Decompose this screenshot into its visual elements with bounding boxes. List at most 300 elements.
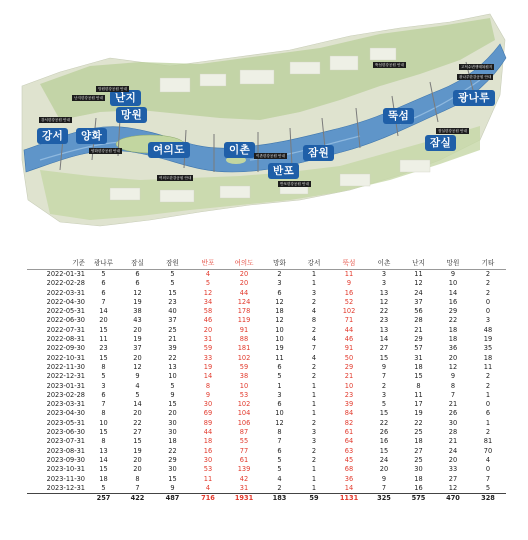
row-date-cell: 2023-09-30	[46, 455, 85, 464]
table-cell: 15	[99, 465, 108, 474]
table-cell: 7	[381, 372, 387, 381]
table-cell: 30	[168, 428, 177, 437]
row-date-cell: 2023-05-31	[46, 418, 85, 427]
table-cell: 20	[379, 465, 389, 474]
map-illustration	[0, 0, 528, 250]
table-cell: 20	[133, 325, 142, 334]
table-cell: 23	[379, 316, 389, 325]
table-totals-row	[27, 494, 506, 504]
table-cell: 87	[239, 428, 249, 437]
table-cell: 18	[99, 474, 108, 483]
row-date-cell: 2022-01-31	[46, 270, 85, 278]
table-cell: 15	[99, 325, 108, 334]
park-label-jamwon[interactable]: 잠원	[303, 145, 334, 161]
table-row	[27, 307, 506, 316]
column-header: 이촌	[367, 259, 401, 270]
column-header: 여의도	[226, 259, 262, 270]
table-row	[27, 456, 506, 465]
table-cell: 29	[344, 362, 354, 371]
table-cell: 18	[448, 335, 458, 344]
table-cell: 82	[344, 418, 354, 427]
column-header: 강서	[297, 259, 331, 270]
table-cell: 25	[414, 428, 423, 437]
table-cell: 14	[133, 400, 142, 409]
column-header: 잠원	[155, 259, 190, 270]
park-label-ttukseom[interactable]: 뚝섬	[383, 108, 414, 124]
total-cell: 575	[401, 494, 436, 504]
table-cell: 8	[416, 381, 421, 390]
table-cell: 0	[485, 465, 491, 474]
table-cell: 14	[99, 455, 108, 464]
table-cell: 38	[133, 307, 142, 316]
table-cell: 21	[344, 372, 354, 381]
table-cell: 53	[239, 390, 249, 399]
table-cell: 45	[344, 455, 354, 464]
table-cell: 22	[168, 446, 177, 455]
table-cell: 3	[381, 390, 387, 399]
table-cell: 5	[101, 270, 106, 278]
table-row	[27, 335, 506, 344]
table-cell: 15	[379, 409, 389, 418]
table-cell: 56	[414, 307, 423, 316]
row-date-cell: 2023-01-31	[46, 381, 85, 390]
table-cell: 31	[414, 353, 423, 362]
table-cell: 2	[485, 270, 491, 278]
table-cell: 20	[99, 316, 108, 325]
table-cell: 7	[450, 390, 456, 399]
table-cell: 18	[414, 437, 423, 446]
table-cell: 20	[133, 455, 142, 464]
table-cell: 19	[275, 344, 284, 353]
table-cell: 2	[311, 455, 317, 464]
total-cell: 1131	[331, 494, 367, 504]
column-header: 광나루	[87, 259, 120, 270]
total-cell: 59	[297, 494, 331, 504]
table-cell: 22	[379, 307, 389, 316]
table-cell: 18	[414, 362, 423, 371]
table-cell: 25	[168, 325, 177, 334]
table-cell: 2	[485, 428, 491, 437]
table-cell: 71	[344, 316, 354, 325]
table-cell: 106	[237, 418, 251, 427]
table-cell: 2	[311, 372, 317, 381]
table-cell: 12	[448, 483, 458, 492]
total-cell: 487	[155, 494, 190, 504]
row-date-cell: 2022-08-31	[46, 335, 85, 344]
table-cell: 22	[133, 418, 142, 427]
table-row	[27, 419, 506, 428]
row-date-cell: 2023-03-31	[46, 400, 85, 409]
table-cell: 23	[344, 390, 354, 399]
table-cell: 20	[133, 409, 142, 418]
table-cell: 69	[203, 409, 213, 418]
table-cell: 102	[237, 353, 251, 362]
table-cell: 39	[168, 344, 177, 353]
table-cell: 30	[448, 418, 458, 427]
table-cell: 33	[203, 353, 213, 362]
table-cell: 15	[414, 372, 423, 381]
table-cell: 1	[277, 381, 282, 390]
table-cell: 102	[342, 307, 356, 316]
table-cell: 9	[135, 372, 140, 381]
table-cell: 1	[311, 390, 317, 399]
table-cell: 8	[101, 362, 106, 371]
table-cell: 11	[99, 335, 108, 344]
table-cell: 1	[311, 279, 317, 288]
row-date-cell: 2022-10-31	[46, 353, 85, 362]
table-cell: 10	[239, 381, 249, 390]
table-row	[27, 475, 506, 484]
total-cell: 1931	[226, 494, 262, 504]
table-cell: 35	[483, 344, 493, 353]
table-cell: 3	[311, 288, 317, 297]
row-date-cell: 2022-06-30	[46, 316, 85, 325]
table-cell: 18	[414, 474, 423, 483]
table-cell: 30	[203, 400, 213, 409]
table-cell: 5	[277, 465, 282, 474]
table-cell: 13	[99, 446, 108, 455]
table-cell: 24	[379, 455, 389, 464]
table-cell: 0	[485, 297, 491, 306]
table-cell: 2	[277, 270, 282, 278]
table-cell: 15	[99, 428, 108, 437]
table-cell: 1	[311, 270, 317, 278]
table-row	[27, 484, 506, 494]
table-row	[27, 372, 506, 381]
table-cell: 2	[485, 288, 491, 297]
row-date-cell: 2022-12-31	[46, 372, 85, 381]
table-cell: 14	[379, 335, 389, 344]
table-cell: 24	[448, 446, 458, 455]
table-cell: 18	[203, 437, 213, 446]
table-row	[27, 428, 506, 437]
park-label-yeouido[interactable]: 여의도	[148, 142, 190, 158]
total-cell: 183	[262, 494, 297, 504]
table-cell: 20	[133, 353, 142, 362]
table-cell: 1	[311, 474, 317, 483]
table-cell: 18	[168, 437, 177, 446]
table-cell: 12	[414, 279, 423, 288]
table-row	[27, 298, 506, 307]
table-cell: 6	[277, 400, 282, 409]
table-cell: 7	[485, 474, 491, 483]
total-cell: 716	[190, 494, 226, 504]
table-row	[27, 400, 506, 409]
table-cell: 59	[239, 362, 249, 371]
table-cell: 2	[311, 446, 317, 455]
table-cell: 7	[381, 483, 387, 492]
table-cell: 91	[239, 325, 249, 334]
table-cell: 81	[483, 437, 493, 446]
table-cell: 11	[203, 474, 213, 483]
table-cell: 91	[344, 344, 354, 353]
column-header: 기타	[470, 259, 506, 270]
table-cell: 18	[275, 307, 284, 316]
table-cell: 40	[168, 307, 177, 316]
table-cell: 2	[311, 297, 317, 306]
table-cell: 10	[448, 279, 458, 288]
table-cell: 9	[381, 474, 387, 483]
table-cell: 4	[311, 307, 317, 316]
table-cell: 16	[344, 288, 354, 297]
table-cell: 7	[101, 297, 106, 306]
park-label-yanghwa[interactable]: 양화	[76, 128, 107, 144]
table-cell: 17	[414, 400, 423, 409]
table-cell: 37	[133, 344, 142, 353]
table-cell: 21	[414, 325, 423, 334]
table-cell: 21	[448, 437, 458, 446]
table-cell: 20	[203, 325, 213, 334]
map-info-tag: 여의도한강공원 안내	[159, 175, 192, 180]
column-header: 난지	[401, 259, 436, 270]
row-date-cell: 2023-06-30	[46, 428, 85, 437]
table-cell: 8	[205, 381, 211, 390]
table-cell: 9	[381, 362, 387, 371]
table-cell: 12	[203, 288, 213, 297]
park-label-mangwon[interactable]: 망원	[116, 107, 147, 123]
table-cell: 10	[275, 335, 284, 344]
park-label-jamsil[interactable]: 잠실	[425, 135, 456, 151]
table-cell: 6	[135, 270, 140, 278]
park-label-gangseo[interactable]: 강서	[37, 128, 68, 144]
table-cell: 1	[311, 465, 317, 474]
table-cell: 5	[485, 483, 491, 492]
table-cell: 26	[448, 409, 458, 418]
table-cell: 36	[448, 344, 458, 353]
table-cell: 8	[101, 409, 106, 418]
table-cell: 3	[101, 381, 106, 390]
table-cell: 28	[414, 316, 423, 325]
table-cell: 46	[203, 316, 213, 325]
table-cell: 12	[379, 297, 389, 306]
table-cell: 119	[237, 316, 251, 325]
table-cell: 1	[311, 409, 317, 418]
map-info-tag: 양화한강공원 안내	[91, 148, 120, 153]
table-cell: 6	[277, 446, 282, 455]
table-cell: 6	[101, 279, 106, 288]
table-cell: 33	[448, 465, 458, 474]
table-cell: 1	[485, 418, 491, 427]
table-cell: 52	[344, 297, 354, 306]
table-row	[27, 437, 506, 446]
table-cell: 44	[203, 428, 213, 437]
total-cell: 470	[436, 494, 470, 504]
table-cell: 70	[483, 446, 493, 455]
table-cell: 37	[168, 316, 177, 325]
table-cell: 30	[168, 418, 177, 427]
map-info-tag: 망원한강공원 안내	[98, 86, 127, 91]
table-cell: 15	[379, 446, 389, 455]
map-info-tag: 잠실한강공원 안내	[438, 128, 467, 133]
table-cell: 31	[239, 483, 249, 492]
table-cell: 4	[277, 474, 282, 483]
table-cell: 20	[168, 409, 177, 418]
total-cell: 328	[470, 494, 506, 504]
table-row	[27, 447, 506, 456]
table-cell: 84	[344, 409, 354, 418]
table-cell: 15	[379, 353, 389, 362]
row-date-cell: 2022-09-30	[46, 344, 85, 353]
table-cell: 104	[237, 409, 251, 418]
table-cell: 23	[99, 344, 108, 353]
table-cell: 5	[135, 390, 140, 399]
table-cell: 15	[133, 437, 142, 446]
table-cell: 22	[379, 418, 389, 427]
table-cell: 28	[448, 428, 458, 437]
table-cell: 27	[448, 474, 458, 483]
table-cell: 11	[414, 270, 423, 278]
table-cell: 6	[485, 409, 491, 418]
table-cell: 43	[133, 316, 142, 325]
table-cell: 3	[311, 428, 317, 437]
table-cell: 14	[203, 372, 213, 381]
table-row	[27, 382, 506, 391]
row-date-cell: 2023-10-31	[46, 465, 85, 474]
row-date-cell: 2022-04-30	[46, 297, 85, 306]
table-cell: 15	[99, 353, 108, 362]
table-cell: 10	[275, 325, 284, 334]
table-cell: 88	[239, 335, 249, 344]
table-cell: 58	[203, 307, 213, 316]
table-cell: 14	[344, 483, 354, 492]
table-cell: 30	[414, 465, 423, 474]
table-cell: 14	[99, 307, 108, 316]
table-cell: 7	[311, 344, 317, 353]
table-cell: 9	[346, 279, 352, 288]
column-header: 망화	[262, 259, 297, 270]
table-cell: 29	[448, 307, 458, 316]
table-row	[27, 279, 506, 288]
table-row	[27, 344, 506, 353]
table-cell: 4	[311, 353, 317, 362]
table-cell: 61	[239, 455, 249, 464]
table-cell: 178	[237, 307, 251, 316]
table-cell: 38	[239, 372, 249, 381]
table-row	[27, 289, 506, 298]
table-cell: 7	[277, 437, 282, 446]
map-info-tag: 반포한강공원 안내	[280, 181, 309, 186]
map-info-tag: 이촌한강공원 안내	[256, 153, 285, 158]
table-cell: 3	[311, 437, 317, 446]
table-cell: 5	[277, 372, 282, 381]
table-cell: 13	[379, 325, 389, 334]
table-cell: 27	[379, 344, 389, 353]
table-cell: 4	[205, 270, 211, 278]
table-cell: 20	[239, 279, 249, 288]
table-cell: 44	[239, 288, 249, 297]
table-cell: 34	[203, 297, 213, 306]
table-cell: 11	[344, 270, 354, 278]
table-cell: 19	[133, 446, 142, 455]
table-cell: 22	[168, 353, 177, 362]
table-cell: 5	[170, 279, 175, 288]
table-cell: 5	[170, 270, 175, 278]
table-cell: 20	[133, 465, 142, 474]
table-cell: 1	[311, 381, 317, 390]
table-cell: 5	[101, 372, 106, 381]
park-label-ichon[interactable]: 이촌	[224, 142, 255, 158]
table-cell: 36	[344, 474, 354, 483]
table-cell: 7	[101, 400, 106, 409]
table-cell: 1	[485, 390, 491, 399]
table-cell: 5	[170, 381, 175, 390]
column-header: 반포	[190, 259, 226, 270]
table-cell: 44	[344, 325, 354, 334]
table-cell: 26	[379, 428, 389, 437]
table-cell: 30	[168, 465, 177, 474]
table-cell: 3	[277, 279, 282, 288]
table-cell: 64	[344, 437, 354, 446]
table-cell: 50	[344, 353, 354, 362]
total-cell: 257	[87, 494, 120, 504]
table-cell: 16	[379, 437, 389, 446]
table-row	[27, 326, 506, 335]
table-cell: 19	[133, 335, 142, 344]
monthly-count-table	[27, 259, 506, 503]
table-cell: 6	[277, 288, 282, 297]
table-cell: 12	[133, 362, 142, 371]
table-cell: 10	[275, 409, 284, 418]
table-cell: 46	[344, 335, 354, 344]
table-cell: 9	[170, 483, 175, 492]
table-cell: 6	[101, 390, 106, 399]
table-cell: 29	[168, 455, 177, 464]
park-label-nanji[interactable]: 난지	[110, 90, 141, 106]
table-cell: 27	[414, 446, 423, 455]
park-label-banpo[interactable]: 반포	[268, 163, 299, 179]
table-cell: 39	[344, 400, 354, 409]
table-cell: 8	[101, 437, 106, 446]
table-cell: 29	[414, 335, 423, 344]
table-cell: 102	[237, 400, 251, 409]
table-cell: 8	[277, 428, 282, 437]
table-cell: 22	[414, 418, 423, 427]
table-cell: 19	[483, 335, 493, 344]
table-cell: 12	[275, 316, 284, 325]
table-cell: 13	[168, 362, 177, 371]
table-cell: 3	[381, 279, 387, 288]
table-cell: 53	[203, 465, 213, 474]
table-cell: 12	[448, 362, 458, 371]
table-cell: 42	[239, 474, 249, 483]
table-cell: 15	[168, 288, 177, 297]
table-cell: 7	[135, 483, 140, 492]
table-cell: 77	[239, 446, 249, 455]
table-cell: 5	[205, 279, 211, 288]
table-cell: 124	[237, 297, 251, 306]
table-cell: 21	[448, 400, 458, 409]
table-cell: 10	[344, 381, 354, 390]
table-cell: 30	[203, 455, 213, 464]
table-cell: 2	[277, 483, 282, 492]
table-cell: 8	[135, 474, 140, 483]
table-cell: 12	[275, 297, 284, 306]
table-cell: 2	[381, 381, 387, 390]
table-cell: 13	[379, 288, 389, 297]
total-cell: 422	[120, 494, 155, 504]
table-cell: 48	[483, 325, 493, 334]
park-label-gwangnaru[interactable]: 광나루	[453, 90, 495, 106]
table-cell: 61	[344, 428, 354, 437]
table-cell: 5	[101, 483, 106, 492]
table-cell: 3	[277, 390, 282, 399]
table-cell: 9	[450, 270, 456, 278]
row-date-cell: 2023-11-30	[46, 474, 85, 483]
table-row	[27, 409, 506, 418]
table-cell: 4	[205, 483, 211, 492]
table-cell: 9	[450, 372, 456, 381]
table-cell: 21	[168, 335, 177, 344]
